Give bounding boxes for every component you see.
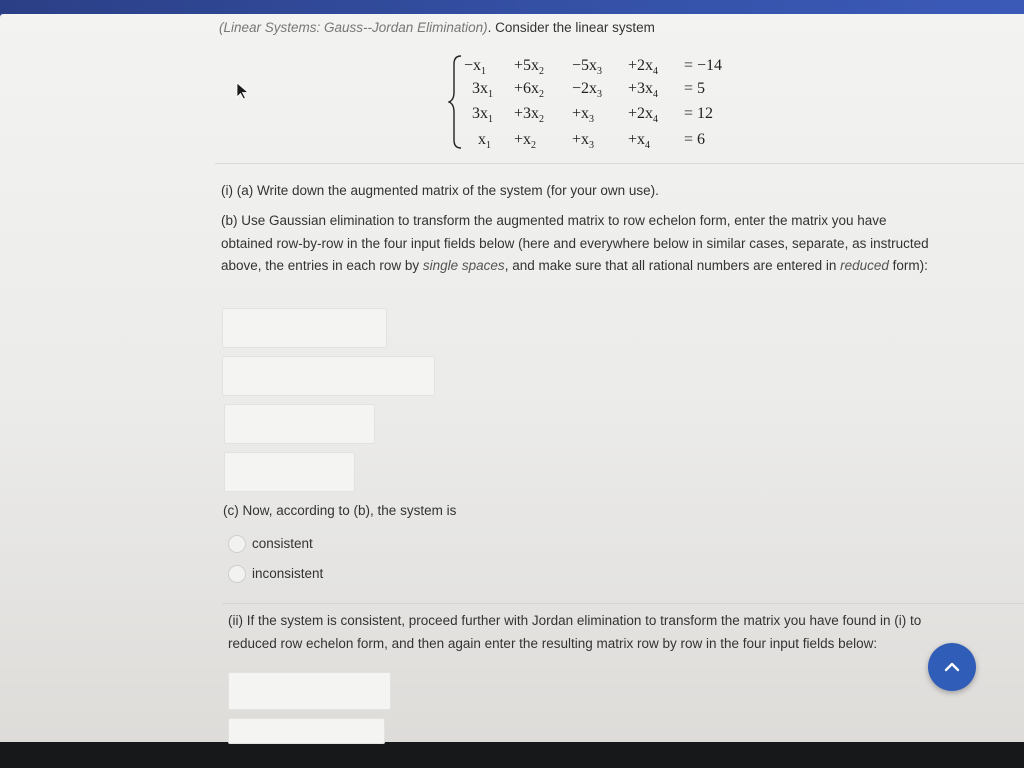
equation-term: $x_1$ [478, 131, 491, 152]
consistent-radio[interactable] [228, 535, 246, 553]
equation-term: $+5x_2$ [514, 57, 545, 78]
rref-row-2-input[interactable] [228, 718, 385, 744]
mouse-pointer-icon [236, 82, 250, 100]
inconsistent-radio[interactable] [228, 565, 246, 583]
row-echelon-row-3-input[interactable] [224, 404, 375, 444]
row-echelon-row-1-input[interactable] [222, 308, 387, 348]
inconsistent-label[interactable]: inconsistent [252, 566, 324, 581]
equation-rhs: = 6 [684, 131, 706, 148]
section-divider-2 [222, 603, 1024, 604]
equation-term: $-2x_3$ [572, 80, 603, 101]
row-echelon-row-2-input[interactable] [222, 356, 435, 396]
equation-term: $+3x_4$ [628, 80, 659, 101]
consistent-label[interactable]: consistent [252, 536, 313, 551]
chevron-up-icon [943, 661, 961, 673]
equation-term: $-x_1$ [464, 57, 487, 78]
equation-rhs: = −14 [684, 57, 723, 74]
question-topic: (Linear Systems: Gauss--Jordan Elimination) [219, 20, 488, 35]
equation-term: $+x_3$ [572, 105, 595, 126]
equation-term: $+x_2$ [514, 131, 537, 152]
equation-term: $+2x_4$ [628, 105, 659, 126]
part-i-a-text: (i) (a) Write down the augmented matrix of the system (for your own use). [221, 183, 659, 198]
equation-term: $+2x_4$ [628, 57, 659, 78]
equation-term: $+3x_2$ [514, 105, 545, 126]
equation-term: $3x_1$ [472, 80, 493, 101]
row-echelon-row-4-input[interactable] [224, 452, 355, 492]
part-i-b-text: (b) Use Gaussian elimination to transform the augmented matrix to row echelon form, enter the matrix you have obtained row-by-row in the four input fields below (here and everywhere below in similar cases, separate, as instructed above, the entries in each row by single spaces, and make sure that all rational numbers are entered in reduced form): [221, 213, 929, 273]
equation-rhs: = 12 [684, 105, 714, 122]
equation-term: $3x_1$ [472, 105, 493, 126]
question-title [219, 20, 655, 35]
left-brace [448, 54, 464, 150]
rref-row-1-input[interactable] [228, 672, 391, 710]
section-divider [215, 163, 1024, 164]
part-ii-text: (ii) If the system is consistent, proceed further with Jordan elimination to transform the matrix you have found in (i) to reduced row echelon form, and then again enter the resulting matrix row by row in the four input fields below: [228, 613, 922, 651]
screen-bottom-bezel [0, 742, 1024, 768]
equation-term: $+6x_2$ [514, 80, 545, 101]
scroll-to-top-button[interactable] [928, 643, 976, 691]
equation-term: $+x_3$ [572, 131, 595, 152]
part-i-c-text: (c) Now, according to (b), the system is [223, 503, 457, 518]
equation-rhs: = 5 [684, 80, 706, 97]
equation-term: $+x_4$ [628, 131, 651, 152]
equation-term: $-5x_3$ [572, 57, 603, 78]
question-intro: . Consider the linear system [487, 20, 655, 35]
